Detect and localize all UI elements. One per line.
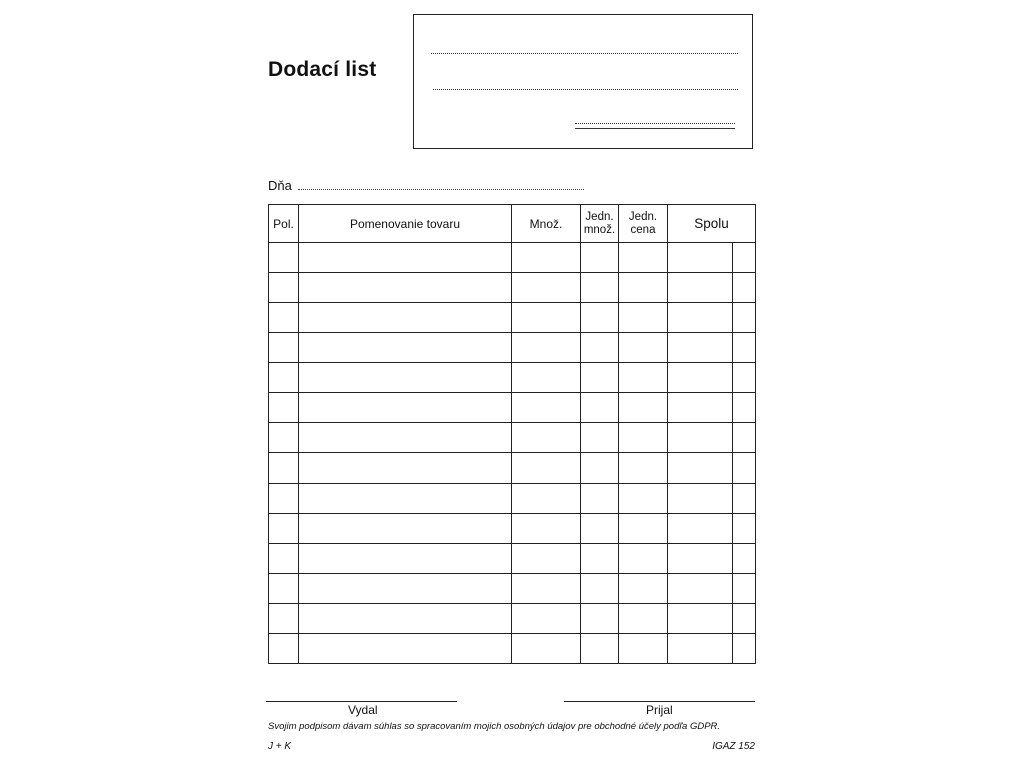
cell-unit-quantity[interactable] (581, 483, 619, 513)
cell-quantity[interactable] (512, 273, 581, 303)
header-quantity: Množ. (512, 205, 581, 243)
cell-total[interactable] (668, 393, 733, 423)
header-unit-quantity-line1: Jedn. (585, 210, 614, 223)
cell-unit-quantity[interactable] (581, 513, 619, 543)
cell-total[interactable] (668, 513, 733, 543)
cell-pol[interactable] (269, 333, 299, 363)
issued-by-signature-line (266, 701, 457, 702)
cell-item-name[interactable] (299, 543, 512, 573)
cell-unit-price[interactable] (619, 603, 668, 633)
cell-unit-price[interactable] (619, 543, 668, 573)
cell-unit-quantity[interactable] (581, 603, 619, 633)
cell-item-name[interactable] (299, 513, 512, 543)
cell-unit-quantity[interactable] (581, 423, 619, 453)
table-row (269, 483, 756, 513)
cell-quantity[interactable] (512, 633, 581, 663)
cell-total-fraction[interactable] (733, 573, 756, 603)
cell-unit-price[interactable] (619, 243, 668, 273)
cell-unit-price[interactable] (619, 423, 668, 453)
header-total: Spolu (668, 205, 756, 243)
cell-total-fraction[interactable] (733, 513, 756, 543)
cell-pol[interactable] (269, 303, 299, 333)
table-row (269, 333, 756, 363)
cell-item-name[interactable] (299, 633, 512, 663)
cell-total-fraction[interactable] (733, 483, 756, 513)
cell-unit-quantity[interactable] (581, 363, 619, 393)
cell-unit-quantity[interactable] (581, 273, 619, 303)
cell-item-name[interactable] (299, 363, 512, 393)
cell-unit-price[interactable] (619, 483, 668, 513)
header-item-name: Pomenovanie tovaru (299, 205, 512, 243)
cell-unit-price[interactable] (619, 333, 668, 363)
cell-pol[interactable] (269, 423, 299, 453)
cell-quantity[interactable] (512, 423, 581, 453)
cell-unit-quantity[interactable] (581, 573, 619, 603)
date-label: Dňa (268, 178, 292, 193)
cell-total-fraction[interactable] (733, 243, 756, 273)
cell-total[interactable] (668, 603, 733, 633)
table-row (269, 633, 756, 663)
cell-total-fraction[interactable] (733, 273, 756, 303)
cell-total-fraction[interactable] (733, 393, 756, 423)
cell-total[interactable] (668, 573, 733, 603)
cell-quantity[interactable] (512, 333, 581, 363)
table-header-row (269, 205, 756, 243)
cell-item-name[interactable] (299, 393, 512, 423)
cell-pol[interactable] (269, 243, 299, 273)
cell-item-name[interactable] (299, 303, 512, 333)
table-row (269, 303, 756, 333)
cell-item-name[interactable] (299, 243, 512, 273)
gdpr-consent-note: Svojim podpisom dávam súhlas so spracovaním mojich osobných údajov pre obchodné účely podľa GDPR. (268, 721, 721, 732)
table-row (269, 363, 756, 393)
address-line-1 (431, 53, 738, 54)
cell-quantity[interactable] (512, 483, 581, 513)
cell-unit-quantity[interactable] (581, 243, 619, 273)
header-pol: Pol. (269, 205, 299, 243)
cell-quantity[interactable] (512, 573, 581, 603)
header-unit-quantity (581, 205, 619, 243)
cell-total-fraction[interactable] (733, 633, 756, 663)
address-underline (575, 128, 735, 129)
cell-unit-price[interactable] (619, 633, 668, 663)
cell-pol[interactable] (269, 513, 299, 543)
cell-unit-price[interactable] (619, 303, 668, 333)
header-unit-price (619, 205, 668, 243)
cell-quantity[interactable] (512, 543, 581, 573)
table-row (269, 573, 756, 603)
cell-unit-price[interactable] (619, 573, 668, 603)
items-table (268, 204, 756, 664)
header-unit-quantity-line2: množ. (583, 223, 616, 236)
cell-pol[interactable] (269, 273, 299, 303)
cell-item-name[interactable] (299, 333, 512, 363)
cell-pol[interactable] (269, 453, 299, 483)
cell-quantity[interactable] (512, 363, 581, 393)
cell-unit-price[interactable] (619, 453, 668, 483)
cell-unit-quantity[interactable] (581, 303, 619, 333)
document-title: Dodací list (268, 58, 377, 81)
cell-total[interactable] (668, 543, 733, 573)
address-line-3 (575, 123, 735, 124)
cell-item-name[interactable] (299, 603, 512, 633)
cell-item-name[interactable] (299, 573, 512, 603)
cell-unit-quantity[interactable] (581, 393, 619, 423)
cell-unit-price[interactable] (619, 363, 668, 393)
table-row (269, 603, 756, 633)
cell-item-name[interactable] (299, 423, 512, 453)
cell-unit-quantity[interactable] (581, 633, 619, 663)
cell-quantity[interactable] (512, 513, 581, 543)
table-row (269, 453, 756, 483)
publisher-mark: J + K (268, 741, 292, 752)
cell-quantity[interactable] (512, 243, 581, 273)
table-row (269, 513, 756, 543)
received-by-label: Prijal (646, 703, 673, 717)
cell-pol[interactable] (269, 483, 299, 513)
table-row (269, 423, 756, 453)
cell-quantity[interactable] (512, 453, 581, 483)
cell-unit-price[interactable] (619, 393, 668, 423)
cell-pol[interactable] (269, 633, 299, 663)
cell-item-name[interactable] (299, 483, 512, 513)
issued-by-label: Vydal (348, 703, 378, 717)
cell-total-fraction[interactable] (733, 603, 756, 633)
cell-total[interactable] (668, 633, 733, 663)
table-row (269, 243, 756, 273)
cell-total-fraction[interactable] (733, 303, 756, 333)
cell-quantity[interactable] (512, 393, 581, 423)
form-code: IGAZ 152 (712, 741, 755, 752)
cell-pol[interactable] (269, 573, 299, 603)
address-line-2 (433, 89, 738, 90)
cell-total[interactable] (668, 303, 733, 333)
cell-total[interactable] (668, 273, 733, 303)
header-unit-price-line2: cena (630, 223, 656, 236)
cell-pol[interactable] (269, 603, 299, 633)
table-row (269, 273, 756, 303)
received-by-signature-line (564, 701, 755, 702)
cell-total[interactable] (668, 333, 733, 363)
cell-total-fraction[interactable] (733, 543, 756, 573)
cell-item-name[interactable] (299, 453, 512, 483)
cell-total[interactable] (668, 243, 733, 273)
cell-unit-quantity[interactable] (581, 333, 619, 363)
header-unit-price-line1: Jedn. (628, 210, 658, 223)
cell-quantity[interactable] (512, 603, 581, 633)
cell-pol[interactable] (269, 393, 299, 423)
table-row (269, 393, 756, 423)
cell-total-fraction[interactable] (733, 363, 756, 393)
cell-pol[interactable] (269, 543, 299, 573)
address-box (413, 14, 753, 149)
cell-total[interactable] (668, 423, 733, 453)
cell-total-fraction[interactable] (733, 423, 756, 453)
cell-total[interactable] (668, 453, 733, 483)
cell-unit-quantity[interactable] (581, 543, 619, 573)
cell-total[interactable] (668, 483, 733, 513)
cell-quantity[interactable] (512, 303, 581, 333)
cell-total-fraction[interactable] (733, 453, 756, 483)
cell-unit-quantity[interactable] (581, 453, 619, 483)
table-row (269, 543, 756, 573)
cell-item-name[interactable] (299, 273, 512, 303)
cell-total[interactable] (668, 363, 733, 393)
cell-pol[interactable] (269, 363, 299, 393)
date-field-line (298, 180, 584, 190)
date-row (268, 178, 584, 193)
cell-unit-price[interactable] (619, 513, 668, 543)
cell-total-fraction[interactable] (733, 333, 756, 363)
cell-unit-price[interactable] (619, 273, 668, 303)
